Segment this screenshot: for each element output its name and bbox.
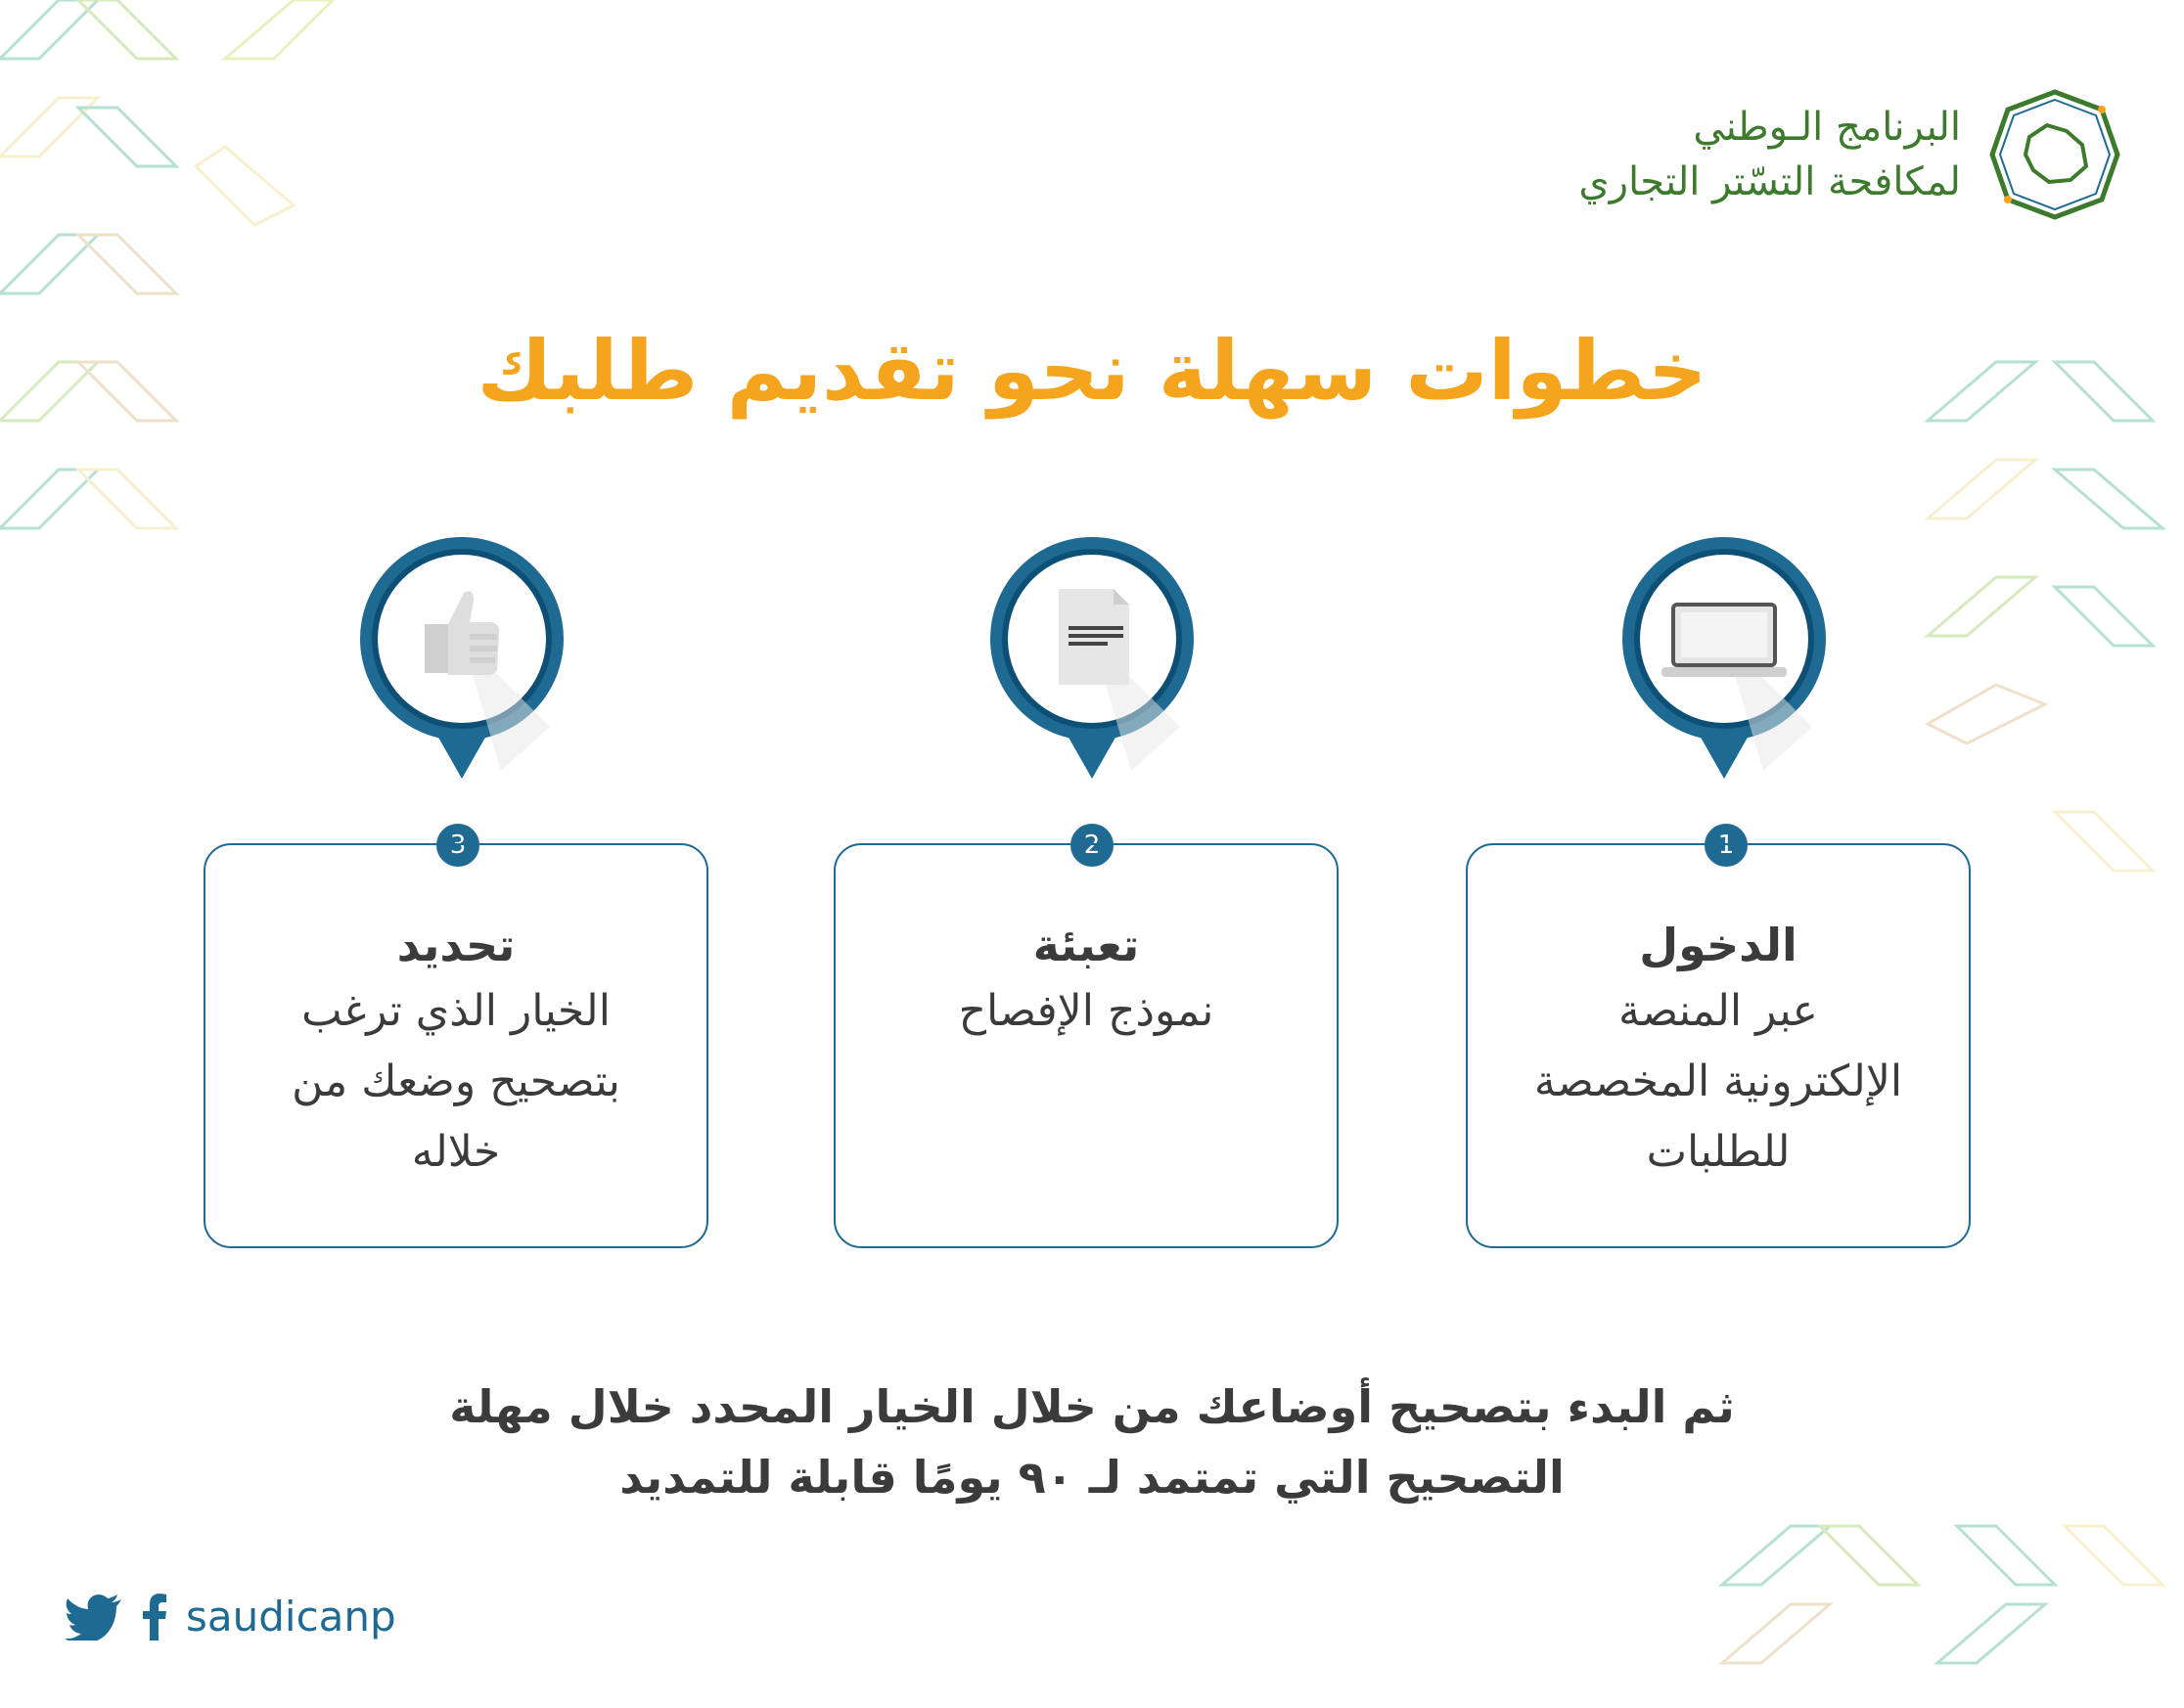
step-3-pin (354, 536, 569, 781)
social-handle[interactable]: saudicanp (186, 1593, 396, 1641)
footer-line-1: ثم البدء بتصحيح أوضاعك من خلال الخيار المحدد خلال مهلة (449, 1380, 1735, 1433)
step-3-number: 3 (436, 824, 479, 867)
step-3-body: الخيار الذي ترغب بتصحيح وضعك من خلاله (292, 986, 620, 1177)
footer-note (0, 1371, 2184, 1512)
brand-name (1578, 100, 1961, 209)
page-title: خطوات سهلة نحو تقديم طلبك (477, 323, 1707, 419)
facebook-icon[interactable] (141, 1594, 168, 1641)
step-1-body: عبر المنصة الإلكترونية المخصصة للطلبات (1533, 986, 1903, 1177)
step-2-number: 2 (1070, 824, 1114, 867)
step-2-title: تعبئة (1032, 919, 1140, 971)
step-1-pin (1616, 536, 1832, 781)
footer-line-2: التصحيح التي تمتمد لـ ٩٠ يومًا قابلة للتمديد (619, 1451, 1565, 1504)
brand-line-2: لمكافحة التسّتر التجاري (1578, 159, 1961, 204)
step-2-body: نموذج الإفصاح (958, 986, 1214, 1036)
step-2-pin (984, 536, 1200, 781)
brand-line-1: البرنامج الـوطني (1693, 105, 1961, 150)
brand-header (1578, 86, 2123, 223)
saudi-map-seal-icon (1986, 86, 2123, 223)
step-3-card (204, 843, 708, 1248)
document-icon (1059, 589, 1129, 685)
step-1-title: الدخول (1639, 919, 1797, 971)
step-2-card (834, 843, 1339, 1248)
laptop-icon (1661, 605, 1787, 677)
step-1-number: 1 (1705, 824, 1748, 867)
twitter-icon[interactable] (65, 1594, 123, 1641)
step-3-title: تحديد (396, 919, 516, 971)
social-links (65, 1593, 396, 1641)
step-1-card (1466, 843, 1971, 1248)
